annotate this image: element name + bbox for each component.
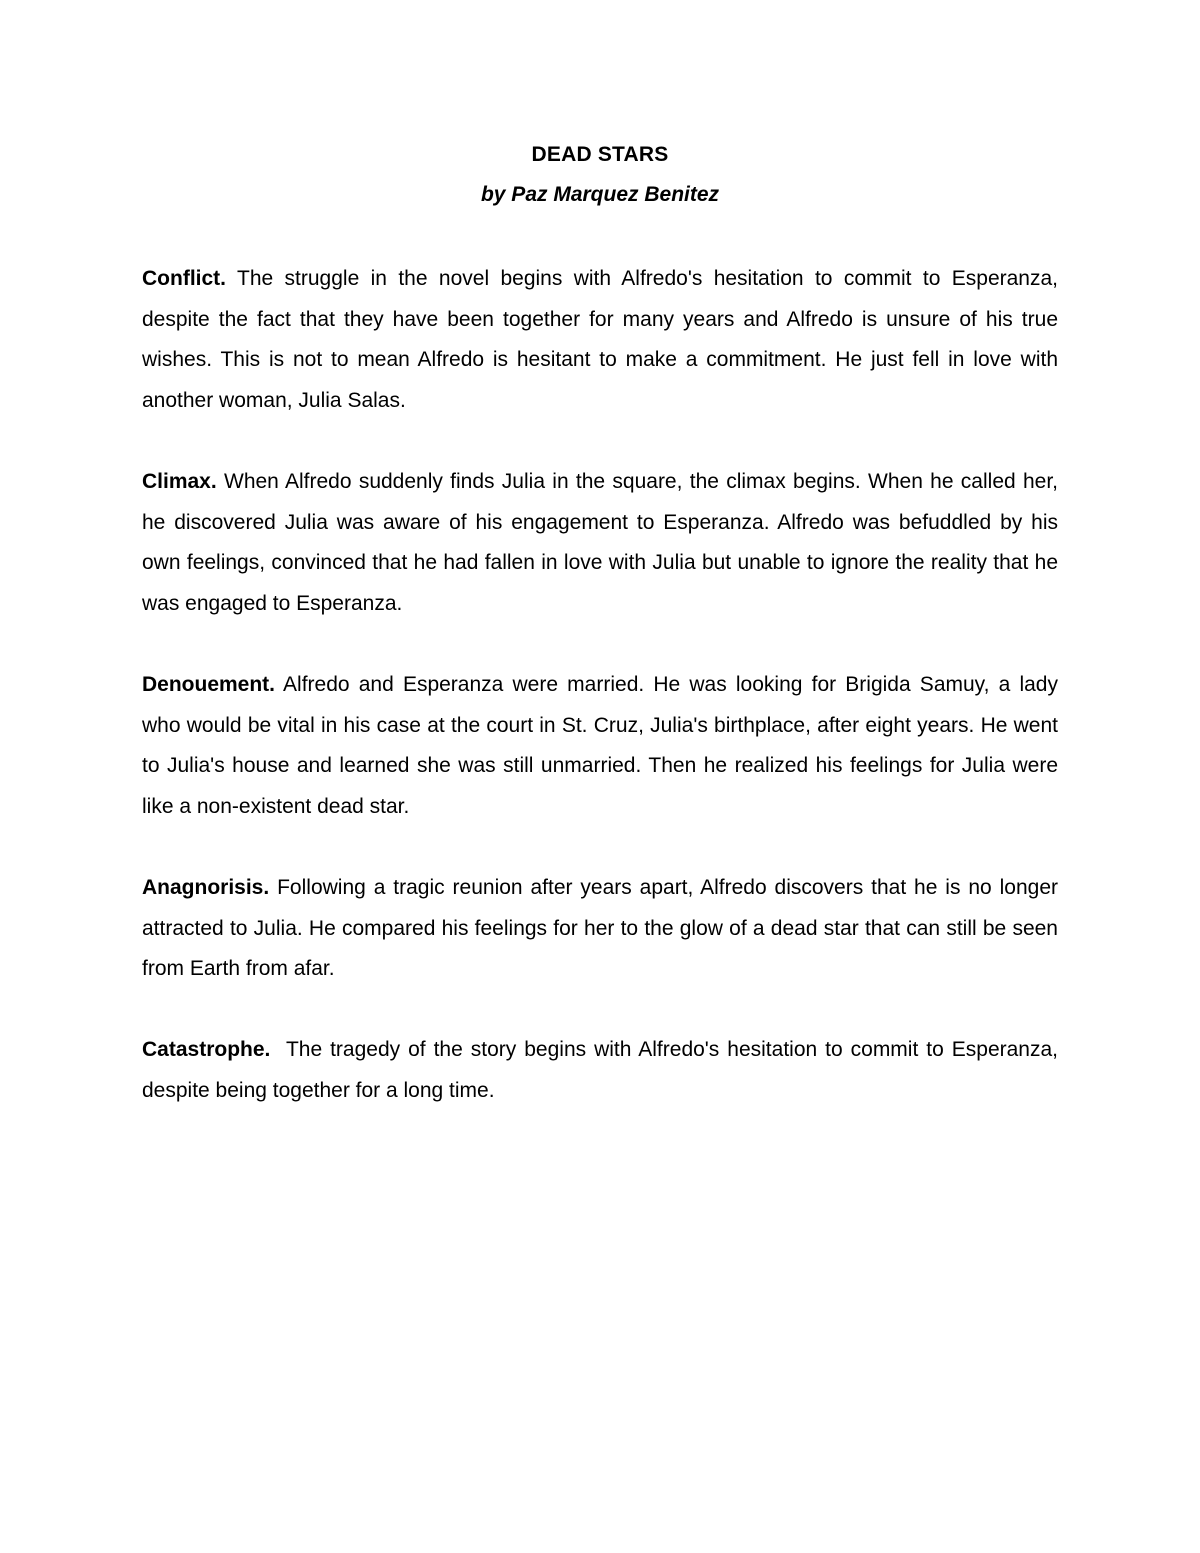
section-conflict xyxy=(142,259,1058,421)
section-anagnorisis xyxy=(142,868,1058,990)
section-text: The struggle in the novel begins with Alfredo's hesitation to commit to Esperanza, despite the fact that they have been together for many years and Alfredo is unsure of his true wishes. This is not to mean Alfredo is hesitant to make a commitment. He just fell in love with another woman, Julia Salas. xyxy=(142,267,1058,412)
section-text: When Alfredo suddenly finds Julia in the square, the climax begins. When he called her, he discovered Julia was aware of his engagement to Esperanza. Alfredo was befuddled by his own feelings, convinced that he had fallen in love with Julia but unable to ignore the reality that he was engaged to Esperanza. xyxy=(142,469,1058,615)
document-body xyxy=(142,138,1058,1111)
section-denouement xyxy=(142,665,1058,827)
section-label: Conflict. xyxy=(142,267,226,290)
section-text: Alfredo and Esperanza were married. He was looking for Brigida Samuy, a lady who would be vital in his case at the court in St. Cruz, Julia's birthplace, after eight years. He went to Julia's house and learned she was still unmarried. Then he realized his feelings for Julia were like a non-existent dead star. xyxy=(142,672,1058,818)
section-label: Climax. xyxy=(142,469,217,493)
section-catastrophe xyxy=(142,1030,1058,1111)
section-label: Catastrophe. xyxy=(142,1038,271,1062)
section-text: The tragedy of the story begins with Alfredo's hesitation to commit to Esperanza, despite being together for a long time. xyxy=(142,1038,1058,1102)
document-title: DEAD STARS xyxy=(531,143,669,166)
section-label: Denouement. xyxy=(142,672,276,696)
document-author: by Paz Marquez Benitez xyxy=(480,183,720,206)
section-label: Anagnorisis. xyxy=(142,875,270,899)
section-text: Following a tragic reunion after years apart, Alfredo discovers that he is no longer attracted to Julia. He compared his feelings for her to the glow of a dead star that can still be seen from Earth from afar. xyxy=(142,875,1058,981)
section-climax xyxy=(142,462,1058,624)
